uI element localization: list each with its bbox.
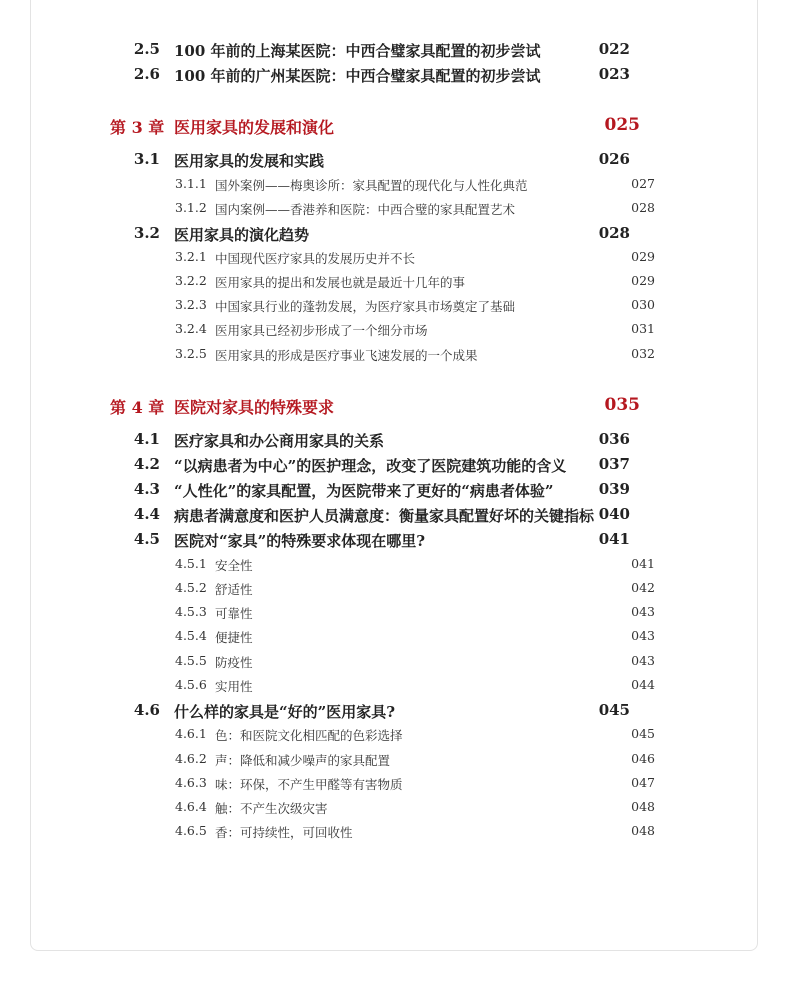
page-number: 045 [631,726,655,741]
page-number: 022 [598,40,630,58]
page-number: 036 [598,430,630,448]
subsection-title: 色：和医院文化相匹配的色彩选择 [215,728,403,743]
page-number: 028 [631,200,655,215]
subsection-title: 国外案例——梅奥诊所：家具配置的现代化与人性化典范 [215,178,528,193]
subsection-title: 触：不产生次级灾害 [215,801,328,816]
section-title: “人性化”的家具配置，为医院带来了更好的“病患者体验” [174,482,554,500]
subsection-title: 防疫性 [215,655,253,670]
subsection-title: 医用家具的提出和发展也就是最近十几年的事 [215,275,466,290]
subsection-number: 4.5.6 [175,677,207,692]
subsection-title: 可靠性 [215,606,253,621]
page-number: 040 [598,505,630,523]
subsection-title: 医用家具的形成是医疗事业飞速发展的一个成果 [215,348,478,363]
page-number: 045 [598,701,630,719]
page-number: 043 [631,653,655,668]
page-number: 048 [631,823,655,838]
page-number: 046 [631,751,655,766]
subsection-number: 4.5.4 [175,628,207,643]
page-number: 027 [631,176,655,191]
chapter-label: 第 3 章 [110,118,165,137]
subsection-number: 3.2.5 [175,346,207,361]
page-number: 031 [631,321,655,336]
subsection-number: 3.2.2 [175,273,207,288]
page-number: 037 [598,455,630,473]
section-number: 2.5 [133,40,160,58]
section-number: 4.3 [133,480,160,498]
section-title: 100 年前的广州某医院：中西合璧家具配置的初步尝试 [174,67,541,85]
subsection-number: 4.6.1 [175,726,207,741]
subsection-number: 3.2.1 [175,249,207,264]
chapter-title: 医用家具的发展和演化 [174,118,335,137]
page-number: 047 [631,775,655,790]
section-title: 医院对“家具”的特殊要求体现在哪里? [174,532,426,550]
subsection-title: 国内案例——香港养和医院：中西合璧的家具配置艺术 [215,202,516,217]
section-number: 4.5 [133,530,160,548]
subsection-number: 4.6.4 [175,799,207,814]
page-number: 026 [598,150,630,168]
section-number: 4.1 [133,430,160,448]
page-number: 044 [631,677,655,692]
section-number: 3.2 [133,224,160,242]
subsection-title: 舒适性 [215,582,253,597]
section-number: 3.1 [133,150,160,168]
section-title: 100 年前的上海某医院：中西合璧家具配置的初步尝试 [174,42,541,60]
subsection-title: 味：环保，不产生甲醛等有害物质 [215,777,403,792]
section-title: 医疗家具和办公商用家具的关系 [174,432,385,450]
subsection-title: 医用家具已经初步形成了一个细分市场 [215,323,428,338]
section-number: 4.2 [133,455,160,473]
page-number: 032 [631,346,655,361]
subsection-title: 中国现代医疗家具的发展历史并不长 [215,251,416,266]
subsection-title: 声：降低和减少噪声的家具配置 [215,753,391,768]
subsection-title: 中国家具行业的蓬勃发展，为医疗家具市场奠定了基础 [215,299,516,314]
section-number: 2.6 [133,65,160,83]
section-number: 4.4 [133,505,160,523]
section-number: 4.6 [133,701,160,719]
subsection-number: 4.5.1 [175,556,207,571]
subsection-number: 4.6.5 [175,823,207,838]
page-number: 043 [631,628,655,643]
subsection-number: 4.6.3 [175,775,207,790]
subsection-number: 3.2.4 [175,321,207,336]
section-title: 医用家具的演化趋势 [174,226,310,244]
subsection-number: 4.5.2 [175,580,207,595]
page-number: 028 [598,224,630,242]
page-number: 042 [631,580,655,595]
subsection-number: 3.2.3 [175,297,207,312]
subsection-number: 3.1.2 [175,200,207,215]
page-number: 025 [604,115,640,135]
subsection-title: 便捷性 [215,630,253,645]
page-number: 023 [598,65,630,83]
section-title: “以病患者为中心”的医护理念，改变了医院建筑功能的含义 [174,457,567,475]
page-number: 048 [631,799,655,814]
page-number: 041 [631,556,655,571]
page-number: 039 [598,480,630,498]
page-number: 043 [631,604,655,619]
section-title: 医用家具的发展和实践 [174,152,325,170]
subsection-number: 3.1.1 [175,176,207,191]
page-number: 041 [598,530,630,548]
subsection-title: 实用性 [215,679,253,694]
chapter-label: 第 4 章 [110,398,165,417]
page-number: 029 [631,273,655,288]
chapter-title: 医院对家具的特殊要求 [174,398,335,417]
page-number: 030 [631,297,655,312]
subsection-number: 4.5.3 [175,604,207,619]
subsection-number: 4.5.5 [175,653,207,668]
page-number: 035 [604,395,640,415]
page-number: 029 [631,249,655,264]
section-title: 什么样的家具是“好的”医用家具? [174,703,396,721]
section-title: 病患者满意度和医护人员满意度：衡量家具配置好坏的关键指标 [174,507,595,525]
subsection-number: 4.6.2 [175,751,207,766]
subsection-title: 香：可持续性，可回收性 [215,825,353,840]
subsection-title: 安全性 [215,558,253,573]
